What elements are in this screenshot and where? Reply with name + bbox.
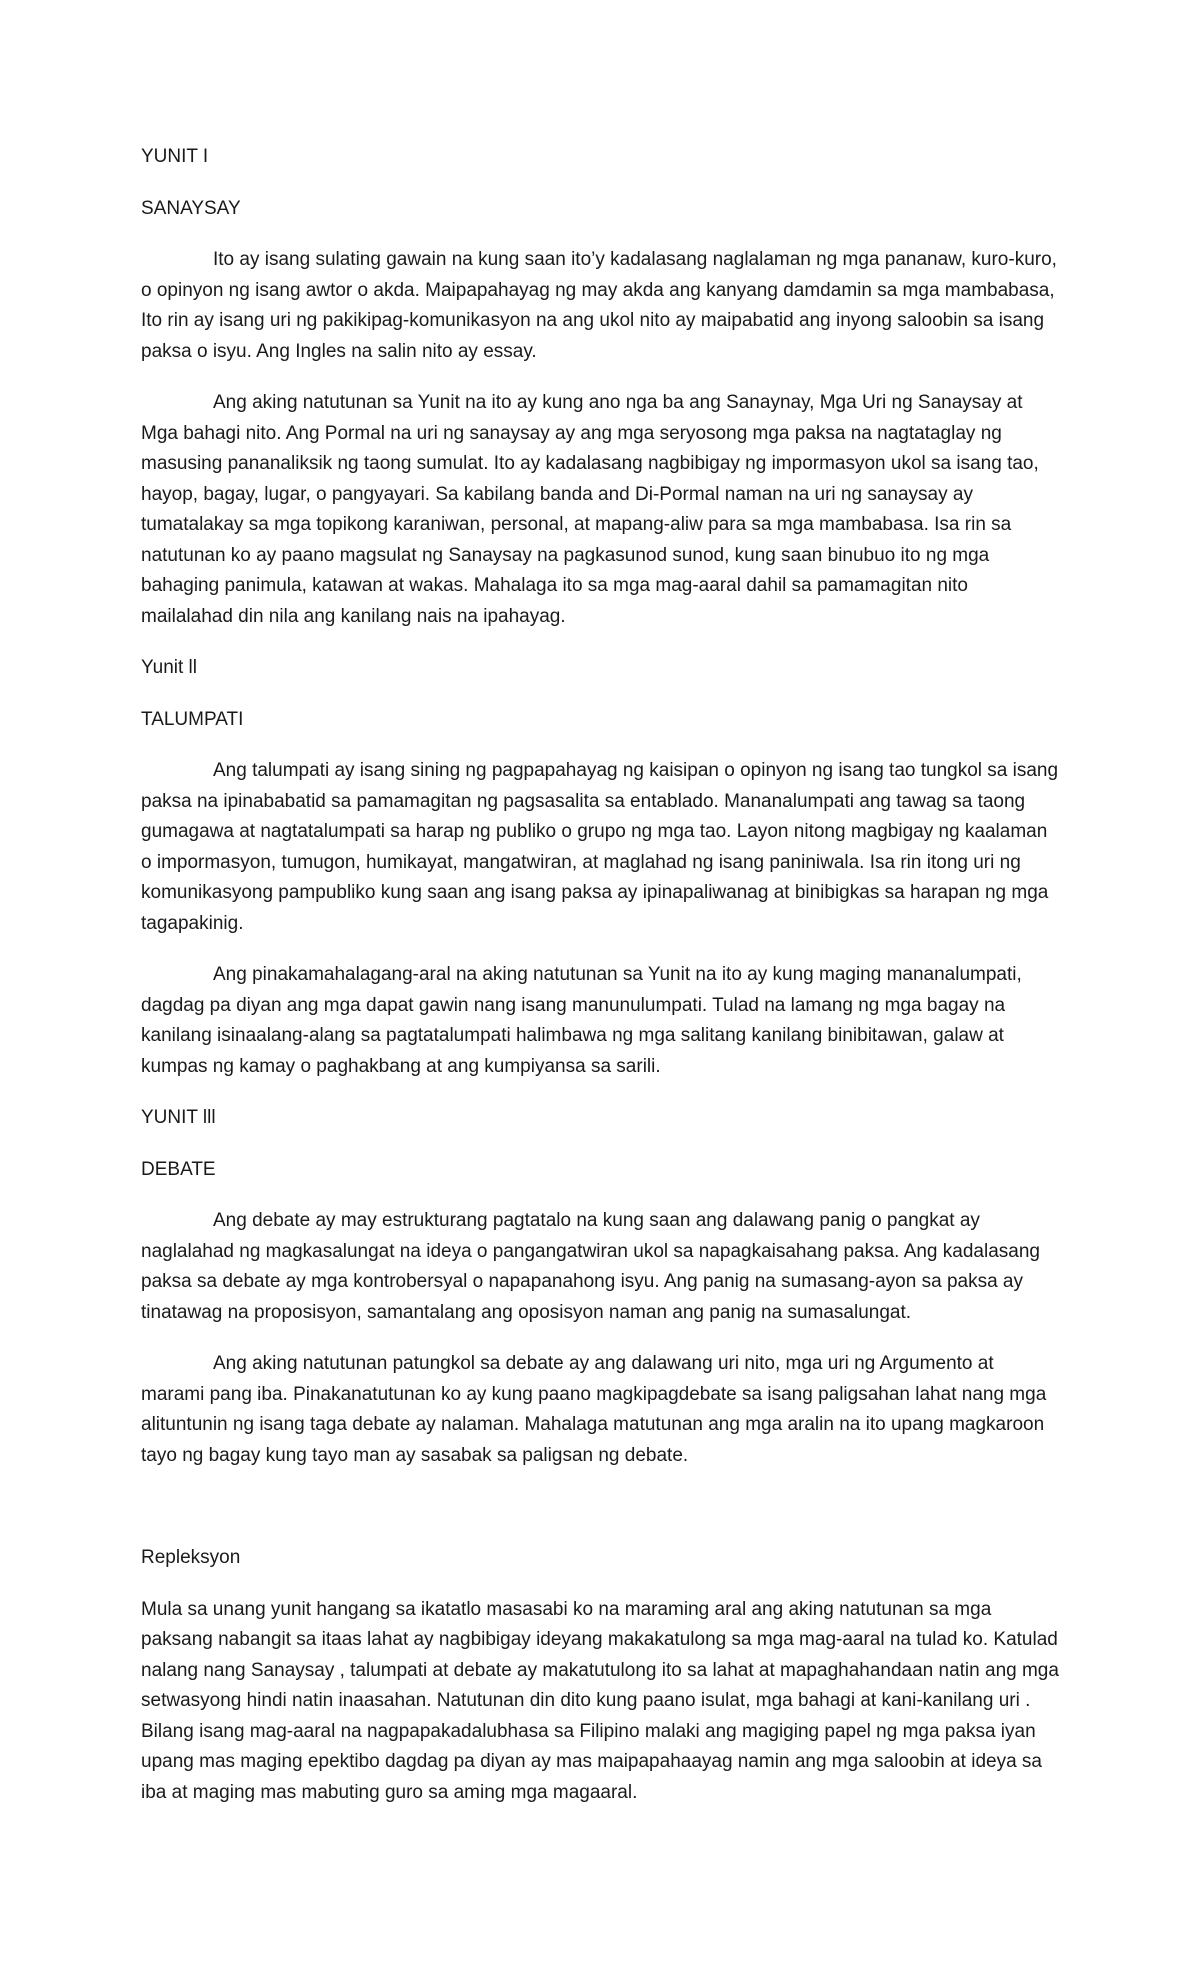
- document-body: [141, 142, 1060, 1829]
- reflection-title: Repleksyon: [141, 1547, 241, 1568]
- unit2-title: TALUMPATI: [141, 708, 244, 730]
- unit2-label: Yunit ll: [141, 657, 197, 678]
- unit3-paragraph-2: Ang aking natutunan patungkol sa debate ay ang dalawang uri nito, mga uri ng Argumento at marami pang iba. Pinakanatutunan ko ay kung paano magkipagdebate sa isang paligsahan lahat nang mga alituntunin ng isang taga debate ay nalaman. Mahalaga matutunan ang mga aralin na ito upang magkaroon tayo ng bagay kung tayo man ay sasabak sa paligsan ng debate.: [141, 1353, 1047, 1466]
- unit3-label: YUNIT lll: [141, 1107, 216, 1128]
- reflection-paragraph: Mula sa unang yunit hangang sa ikatatlo masasabi ko na maraming aral ang aking natutunan sa mga paksang nabangit sa itaas lahat ay nagbibigay ideyang makakatulong sa mga mag-aaral na tulad ko. Katulad nalang nang Sanaysay , talumpati at debate ay makatutulong ito sa lahat at mapaghahandaan natin ang mga setwasyong hindi natin inaasahan. Natutunan din dito kung paano isulat, mga bahagi at kani-kanilang uri . Bilang isang mag-aaral na nagpapakadalubhasa sa Filipino malaki ang magiging papel ng mga paksa iyan upang mas maging epektibo dagdag pa diyan ay mas maipapahaayag namin ang mga saloobin at ideya sa iba at maging mas mabuting guro sa aming mga magaaral.: [141, 1598, 1059, 1803]
- unit3-paragraph-1: Ang debate ay may estrukturang pagtatalo na kung saan ang dalawang panig o pangkat ay naglalahad ng magkasalungat na ideya o pangangatwiran ukol sa napagkaisahang paksa. Ang kadalasang paksa sa debate ay mga kontrobersyal o napapanahong isyu. Ang panig na sumasang-ayon sa paksa ay tinatawag na proposisyon, samantalang ang oposisyon naman ang panig na sumasalungat.: [141, 1210, 1040, 1323]
- unit1-paragraph-2: Ang aking natutunan sa Yunit na ito ay kung ano nga ba ang Sanaynay, Mga Uri ng Sanaysay at Mga bahagi nito. Ang Pormal na uri ng sanaysay ay ang mga seryosong mga paksa na nagtataglay ng masusing pananaliksik ng taong sumulat. Ito ay kadalasang nagbibigay ng impormasyon ukol sa isang tao, hayop, bagay, lugar, o pangyayari. Sa kabilang banda and Di-Pormal naman na uri ng sanaysay ay tumatalakay sa mga topikong karaniwan, personal, at mapang-aliw para sa mga mambabasa. Isa rin sa natutunan ko ay paano magsulat ng Sanaysay na pagkasunod sunod, kung saan binubuo ito ng mga bahaging panimula, katawan at wakas. Mahalaga ito sa mga mag-aaral dahil sa pamamagitan nito mailalahad din nila ang kanilang nais na ipahayag.: [141, 392, 1039, 627]
- unit1-label: YUNIT I: [141, 146, 209, 167]
- unit1-paragraph-1: Ito ay isang sulating gawain na kung saan ito’y kadalasang naglalaman ng mga pananaw, kuro-kuro, o opinyon ng isang awtor o akda. Maipapahayag ng may akda ang kanyang damdamin sa mga mambabasa, Ito rin ay isang uri ng pakikipag-komunikasyon na ang ukol nito ay maipabatid ang inyong saloobin sa isang paksa o isyu. Ang Ingles na salin nito ay essay.: [141, 249, 1057, 362]
- unit2-paragraph-2: Ang pinakamahalagang-aral na aking natutunan sa Yunit na ito ay kung maging mananalumpati, dagdag pa diyan ang mga dapat gawin nang isang manunulumpati. Tulad na lamang ng mga bagay na kanilang isinaalang-alang sa pagtatalumpati halimbawa ng mga salitang kanilang binibitawan, galaw at kumpas ng kamay o paghakbang at ang kumpiyansa sa sarili.: [141, 964, 1022, 1077]
- unit1-title: SANAYSAY: [141, 197, 241, 219]
- section-spacer: [141, 1492, 1060, 1543]
- unit3-title: DEBATE: [141, 1158, 216, 1180]
- unit2-paragraph-1: Ang talumpati ay isang sining ng pagpapahayag ng kaisipan o opinyon ng isang tao tungkol sa isang paksa na ipinababatid sa pamamagitan ng pagsasalita sa entablado. Mananalumpati ang tawag sa taong gumagawa at nagtatalumpati sa harap ng publiko o grupo ng mga tao. Layon nitong magbigay ng kaalaman o impormasyon, tumugon, humikayat, mangatwiran, at maglahad ng isang paniniwala. Isa rin itong uri ng komunikasyong pampubliko kung saan ang isang paksa ay ipinapaliwanag at binibigkas sa harapan ng mga tagapakinig.: [141, 760, 1059, 934]
